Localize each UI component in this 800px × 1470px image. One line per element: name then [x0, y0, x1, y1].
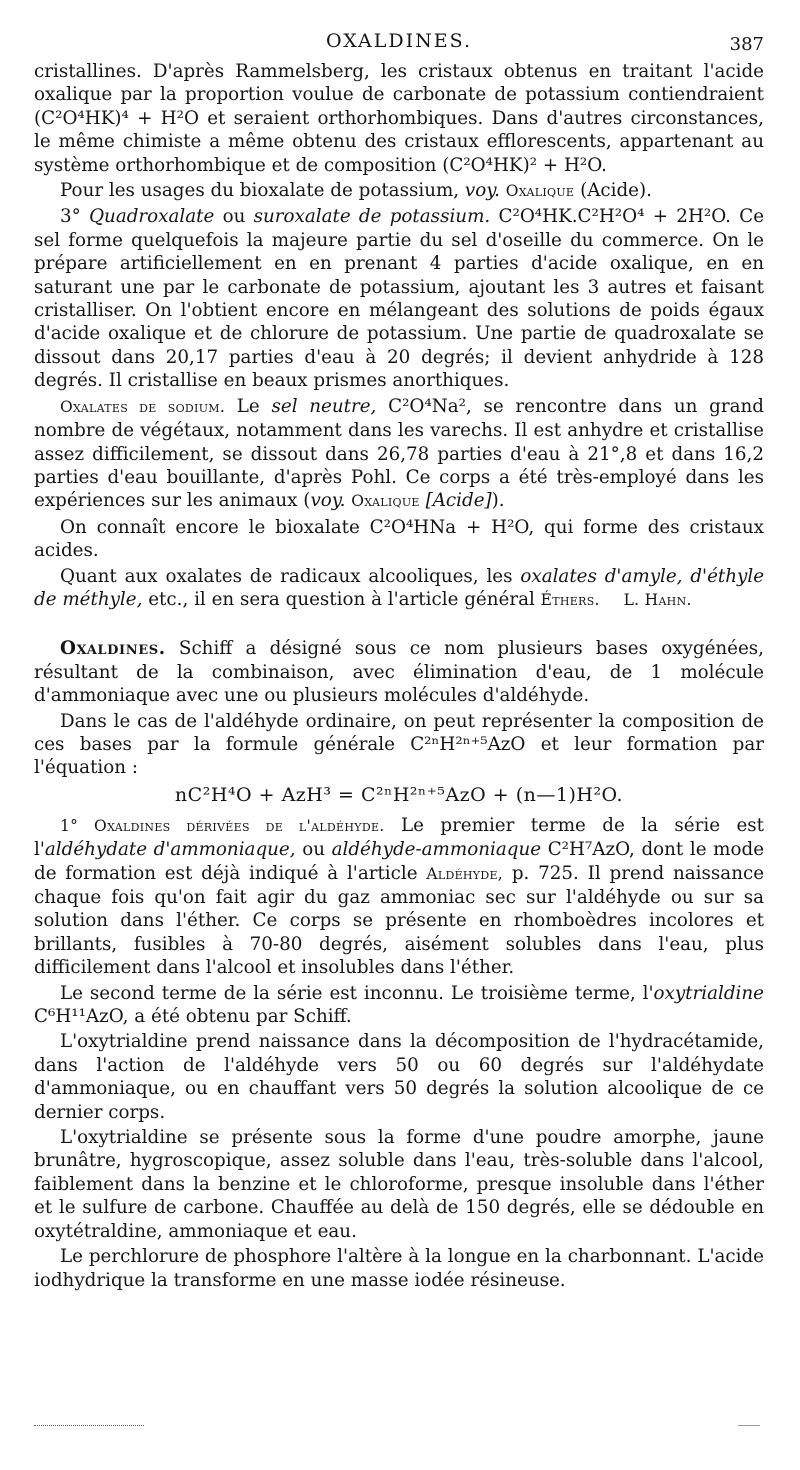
- cross-reference-tail: [Acide]: [425, 490, 492, 512]
- section-label: 1° Oxaldines dérivées de l'aldéhyde.: [60, 816, 385, 835]
- equation: nC²H⁴O + AzH³ = C²ⁿH²ⁿ⁺⁵AzO + (n—1)H²O.: [174, 783, 624, 806]
- text: Pour les usages du bioxalate de potassium,: [60, 180, 460, 202]
- paragraph-aldehyde-derivatives: [34, 814, 764, 980]
- paragraph-oxalates-sodium: [34, 395, 764, 514]
- cross-reference: Oxalique: [505, 182, 575, 201]
- text: C²H⁷AzO, dont le mode de formation est déjà indiqué à l'article: [34, 839, 765, 884]
- text: ).: [491, 490, 505, 512]
- paragraph-oxytrialdine-intro: [34, 982, 764, 1029]
- term: aldéhyde-ammoniaque: [331, 839, 542, 861]
- text: etc., il en sera question à l'article général: [148, 588, 535, 610]
- paragraph-oxytrialdine-formation: L'oxytrialdine prend naissance dans la décomposition de l'hydracétamide, dans l'action de l'aldéhyde vers 50 ou 60 degrés sur l'aldéhydate d'ammoniaque, ou en chauffant vers 50 degrés la solution alcoolique de ce dernier corps.: [34, 1031, 764, 1123]
- section-gap: [34, 614, 764, 637]
- term: oxytrialdine: [653, 982, 764, 1004]
- paragraph-bioxalate-sodium: On connaît encore le bioxalate C²O⁴HNa + H²O, qui forme des cristaux acides.: [34, 516, 764, 562]
- term: sel neutre,: [271, 395, 377, 417]
- section-number: 3°: [60, 206, 81, 228]
- footer-rule-left: [34, 1425, 144, 1426]
- paragraph-oxaldines-intro: [34, 637, 764, 707]
- footer-rule-right: [738, 1425, 760, 1426]
- section-label: Oxalates de sodium.: [60, 397, 226, 416]
- term: oxalates d'amyle,: [520, 565, 683, 587]
- text: Le second terme de la série est inconnu. Le troisième terme, l': [60, 982, 654, 1004]
- term: Quadroxalate: [89, 206, 215, 228]
- page-header: [34, 30, 764, 60]
- voy-abbrev: voy.: [464, 180, 500, 202]
- text: (Acide).: [580, 180, 652, 202]
- text: C²O⁴Na², se rencontre dans un grand nombre de végétaux, notamment dans les varechs. Il est anhydre et cristallise assez difficilement, se dissout dans 26,78 parties d'eau à 21°,8 et dans 16,2 parties d'eau bouillante, d'après Pohl. Ce corps a été très-employé dans les expériences sur les animaux (: [34, 395, 764, 512]
- entry-headword: Oxaldines.: [60, 638, 166, 660]
- page: [34, 30, 764, 1294]
- text: C²O⁴HK.C²H²O⁴ + 2H²O. Ce sel forme quelquefois la majeure partie du sel d'oseille du commerce. On le prépare artificiellement en en prenant 4 parties d'acide oxalique, en en saturant une par le carbonate de potassium, ajoutant les 3 autres et faisant cristalliser. On l'obtient encore en mélangeant des solutions de poids égaux d'acide oxalique et de chlorure de potassium. Une partie de quadroxalate se dissout dans 20,17 parties d'eau à 20 degrés; il devient anhydride à 128 degrés. Il cristallise en beaux prismes anorthiques.: [34, 206, 765, 392]
- text: p. 725. Il prend naissance chaque fois qu'on fait agir du gaz ammoniac sec sur l'aldéhyde ou sur sa solution dans l'éther. Ce corps se présente en rhomboèdres incolores et brillants, fusibles à 70-80 degrés, aisément solubles dans l'eau, plus difficilement dans l'alcool et insolubles dans l'éther.: [34, 862, 765, 979]
- paragraph-general-formula: Dans le cas de l'aldéhyde ordinaire, on peut représenter la composition de ces bases par la formule générale C²ⁿH²ⁿ⁺⁵AzO et leur formation par l'équation :: [34, 710, 764, 779]
- text: Quant aux oxalates de radicaux alcooliques, les: [60, 565, 513, 587]
- paragraph-oxytrialdine-properties: L'oxytrialdine se présente sous la forme d'une poudre amorphe, jaune brunâtre, hygroscopique, assez soluble dans l'eau, très-soluble dans l'alcool, faiblement dans la benzine et le chloroforme, presque insoluble dans l'éther et le sulfure de carbone. Chauffée au delà de 150 degrés, elle se dédouble en oxytétraldine, ammoniaque et eau.: [34, 1127, 764, 1242]
- term: d'éthyle de méthyle,: [34, 565, 765, 610]
- author-signature: L. Hahn.: [623, 590, 692, 609]
- paragraph-oxytrialdine-reactions: Le perchlorure de phosphore l'altère à la longue en la charbonnant. L'acide iodhydrique la transforme en une masse iodée résineuse.: [34, 1246, 764, 1291]
- cross-reference: Oxalique: [351, 492, 420, 511]
- paragraph-quadroxalate: [34, 205, 764, 392]
- text: ou: [302, 839, 325, 861]
- term: suroxalate de potassium.: [253, 206, 491, 228]
- voy-abbrev: voy.: [310, 490, 346, 512]
- term: aldéhydate d'ammoniaque,: [44, 839, 296, 861]
- text: Le: [236, 395, 260, 417]
- text: C⁶H¹¹AzO, a été obtenu par Schiff.: [34, 1006, 352, 1028]
- text: Schiff a désigné sous ce nom plusieurs bases oxygénées, résultant de la combinaison, avec élimination d'eau, de 1 molécule d'ammoniaque avec une ou plusieurs molécules d'aldéhyde.: [34, 638, 764, 707]
- cross-reference: Aldéhyde,: [426, 864, 504, 883]
- page-number: 387: [729, 34, 764, 55]
- paragraph-bioxalate-usage: [34, 179, 764, 203]
- paragraph-alcoholic-oxalates: [34, 565, 764, 613]
- running-title: OXALDINES.: [325, 30, 473, 52]
- text: ou: [222, 206, 246, 228]
- paragraph-rammelsberg: cristallines. D'après Rammelsberg, les cristaux obtenus en traitant l'acide oxalique par la proportion voulue de carbonate de potassium contiendraient (C²O⁴HK)⁴ + H²O et seraient orthorhombiques. Dans d'autres circonstances, le même chimiste a même obtenu des cristaux efflorescents, appartenant au système orthorhombique et de composition (C²O⁴HK)² + H²O.: [34, 61, 764, 176]
- text: Le premier terme de la série est l': [34, 814, 765, 861]
- cross-reference: Éthers.: [540, 590, 600, 609]
